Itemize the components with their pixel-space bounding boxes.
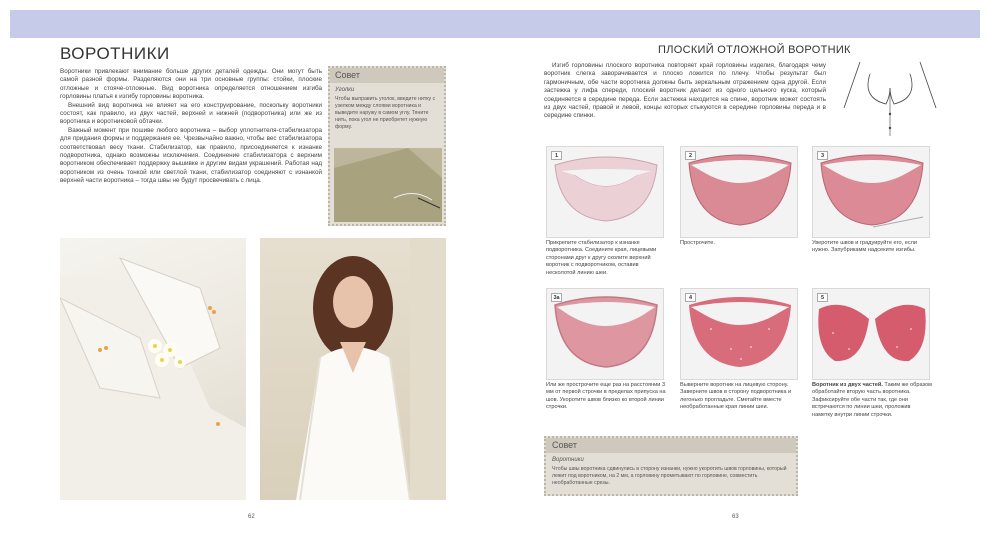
step-image-1 (546, 146, 664, 238)
step-caption (812, 382, 932, 419)
tip-box-corners (328, 66, 446, 226)
tip-title: Совет (335, 70, 361, 80)
step-caption: Или же прострочите еще раз на расстоянии 3 мм от первой строчки в пределах припуска на шов. Укоротите швов близко ко второй линии строчки. (546, 382, 666, 411)
paragraph: Внешний вид воротника не влияет на его конструирование, поскольку воротники состоят, как правило, из двух частей, верхней и нижней (подворотника) или же из воротника и воротниковой обтачки. (60, 101, 322, 126)
tip-subtitle: Уголки (335, 87, 355, 93)
top-color-band (10, 10, 980, 38)
collar-sketch (840, 58, 940, 136)
step-image-3 (812, 146, 930, 238)
step-caption: Прострочите. (680, 240, 715, 246)
tip-text: Чтобы выправить уголок, введите нитку с узелком между слоями воротника и выведите наружу в самом углу. Тяните нить, пока угол не приобретет нужную форму. (335, 96, 436, 130)
step-caption-text: Таким же образом обработайте вторую часть воротника. Зафиксируйте обе части так, где они встречаются по линии шеи, проложив наметку внутри линии строчки. (812, 382, 932, 418)
step-image-3a (546, 288, 664, 380)
page-number-right: 63 (732, 514, 739, 520)
step-number: 3 (817, 151, 828, 160)
tip-title: Совет (552, 440, 578, 450)
step-caption: Уверотите швов и градуируйте его, если нужно. Запубрикамм надсеките изгибы. (812, 240, 918, 254)
page-number-left: 62 (248, 514, 255, 520)
step-image-2 (680, 146, 798, 238)
page-title-right: ПЛОСКИЙ ОТЛОЖНОЙ ВОРОТНИК (658, 44, 851, 56)
step-number: 2 (685, 151, 696, 160)
step-image-4 (680, 288, 798, 380)
paragraph: Важный момент при пошиве любого воротника – выбор уплотнителя-стабилизатора для придания формы и поддержания ее. Чрезвычайно важно, чтобы вес стабилизатора соответствовал весу ткани. Стабилизатор, как правило, присоединяется к изнанке подворотника, однако возможны исключения. Соединение стабилизатора с верхним воротником обеспечивает поддержку вышивке и другим видам украшений. Работая над воротником из очень тонкой или светлой ткани, стабилизатор соединяют с изнанкой верхней части воротника – тогда швы не будут просвечивать с лица. (60, 126, 322, 185)
step-caption-bold: Воротник из двух частей. (812, 382, 883, 388)
paragraph: Воротники привлекают внимание больше других деталей одежды. Они могут быть самой разной формы. Разделяются они на три основные группы: стойки, плоские отложные и стояче-отложные. Вид воротника определяется отношением изгиба горловины платья к изгибу горловины воротника. (60, 68, 322, 101)
collar-photo (60, 238, 246, 500)
step-caption: Прикрепите стабилизатор к изнанке подворотника. Соедините края, лицевыми сторонами друг к другу сколите верхний воротник с подворотником, оставив несколотой линию шеи. (546, 240, 657, 276)
tip-subtitle: Воротники (552, 457, 584, 463)
step-number: 3а (551, 293, 562, 302)
right-intro-text (544, 62, 826, 121)
page-title-left: ВОРОТНИКИ (60, 44, 170, 63)
step-caption: Выверните воротник на лицевую сторону. Заверните швов в сторону подворотника и легонько прогладьте. Сметайте вместе необработанные края линии шеи. (680, 382, 792, 411)
woman-photo (260, 238, 446, 500)
left-body-text (60, 68, 322, 186)
step-image-5 (812, 288, 930, 380)
step-number: 4 (685, 293, 696, 302)
tip-illustration (334, 148, 442, 222)
paragraph: Изгиб горловины плоского воротника повторяет край горловины изделия, благодаря чему воротник слегка заворачивается и плоско ложится по плечу. Чтобы результат был гармоничным, обе части воротника должны быть зеркальным отражением одна другой. Если застежка у лифа спереди, плоский воротник делают из одного цельного куска, который соединяется в середине переда. Если застежка находится на спине, воротник может состоять из двух частей, правой и левой, концы которых стыкуются в середине горловины переда и в середине спинки. (544, 62, 826, 120)
step-number: 1 (551, 151, 562, 160)
tip-box-collars (544, 436, 798, 496)
tip-text: Чтобы швы воротника сдвинулись в сторону изнанки, нужно укоротить швов горловины, который лежит под воротником, на 2 мм, а горловину прометывают по горловине, совместить необработанные срезы. (552, 466, 787, 486)
step-number: 5 (817, 293, 828, 302)
